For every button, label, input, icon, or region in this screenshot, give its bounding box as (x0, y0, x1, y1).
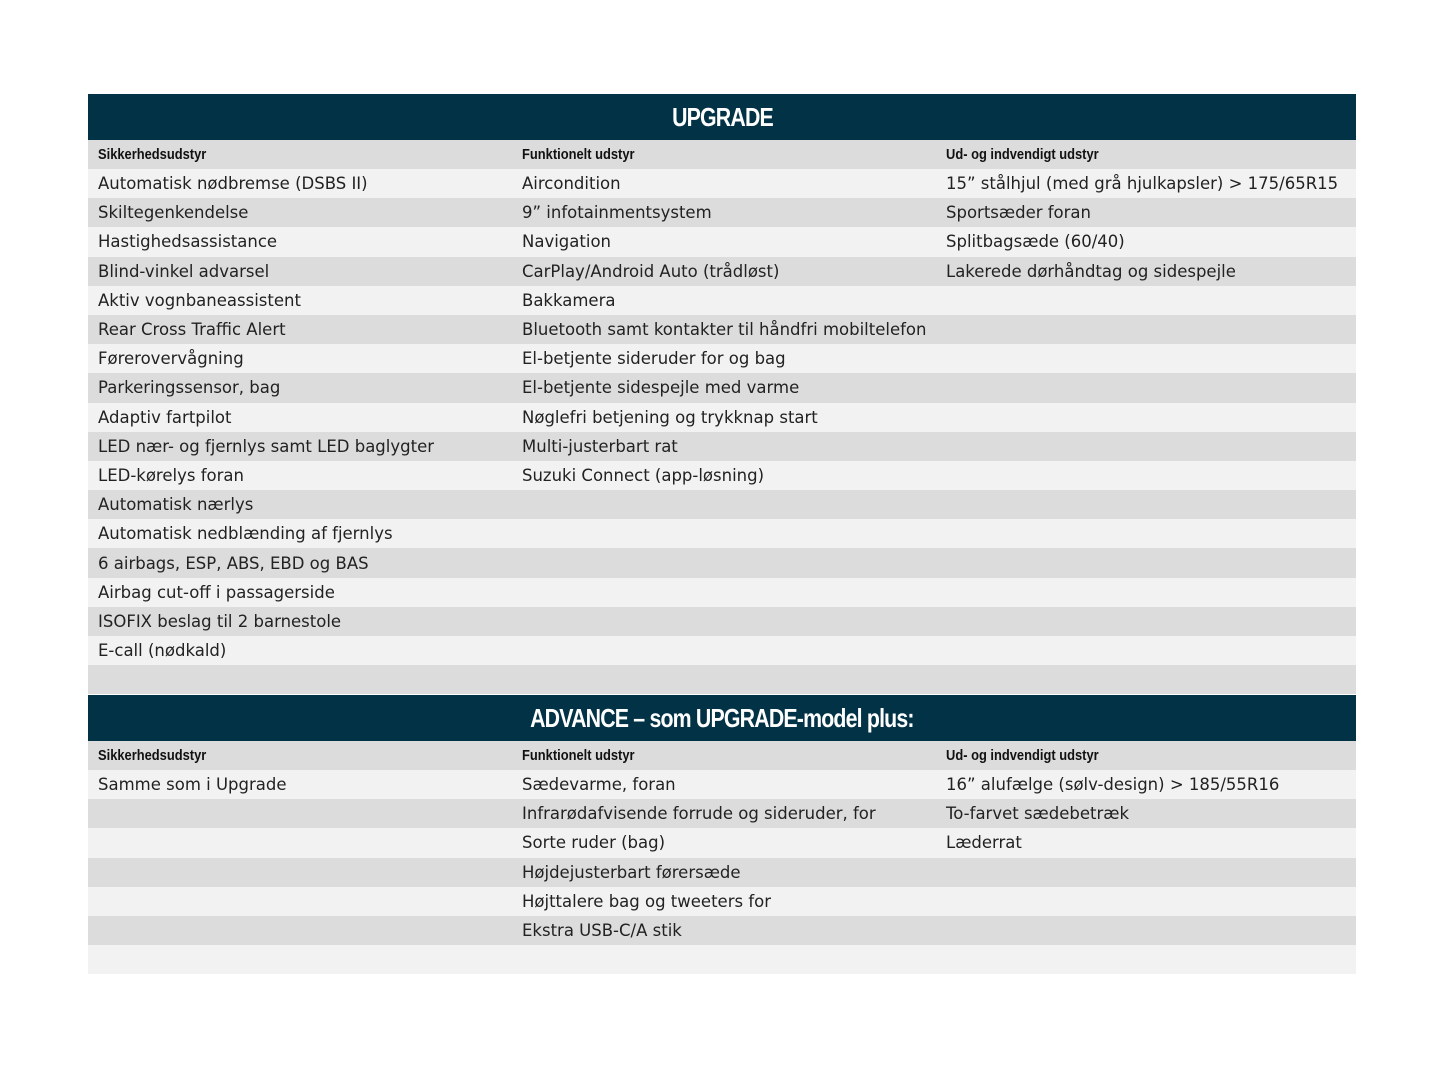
safety-cell (88, 945, 512, 974)
safety-cell: E-call (nødkald) (88, 636, 512, 665)
safety-cell: Samme som i Upgrade (88, 770, 512, 799)
functional-cell (512, 607, 936, 636)
exterior-interior-cell: Splitbagsæde (60/40) (936, 227, 1356, 256)
exterior-interior-cell (936, 887, 1356, 916)
table-row (88, 373, 1356, 402)
advance-title-text: ADVANCE – som UPGRADE-model plus: (530, 702, 914, 733)
functional-cell: CarPlay/Android Auto (trådløst) (512, 257, 936, 286)
exterior-interior-cell (936, 858, 1356, 887)
exterior-interior-cell: Læderrat (936, 828, 1356, 857)
safety-cell (88, 916, 512, 945)
table-row (88, 257, 1356, 286)
safety-cell: Parkeringssensor, bag (88, 373, 512, 402)
upgrade-title (88, 94, 1356, 140)
advance-title-row (88, 695, 1356, 741)
safety-cell: Skiltegenkendelse (88, 198, 512, 227)
safety-cell: Adaptiv fartpilot (88, 403, 512, 432)
column-header-exterior-interior (936, 741, 1356, 770)
table-row (88, 578, 1356, 607)
functional-cell (512, 548, 936, 577)
safety-cell: LED-kørelys foran (88, 461, 512, 490)
table-row (88, 887, 1356, 916)
column-header-safety (88, 741, 512, 770)
functional-cell (512, 665, 936, 694)
functional-cell (512, 636, 936, 665)
functional-cell: Navigation (512, 227, 936, 256)
functional-cell: Bakkamera (512, 286, 936, 315)
column-header-functional-text: Funktionelt udstyr (522, 747, 635, 764)
column-header-safety (88, 140, 512, 169)
table-row (88, 315, 1356, 344)
functional-cell: Aircondition (512, 169, 936, 198)
safety-cell: Automatisk nærlys (88, 490, 512, 519)
exterior-interior-cell (936, 548, 1356, 577)
safety-cell (88, 858, 512, 887)
table-row (88, 286, 1356, 315)
exterior-interior-cell: 16” alufælge (sølv-design) > 185/55R16 (936, 770, 1356, 799)
exterior-interior-cell (936, 432, 1356, 461)
exterior-interior-cell (936, 315, 1356, 344)
functional-cell (512, 945, 936, 974)
safety-cell: ISOFIX beslag til 2 barnestole (88, 607, 512, 636)
functional-cell: Suzuki Connect (app-løsning) (512, 461, 936, 490)
safety-cell (88, 828, 512, 857)
table-row (88, 945, 1356, 974)
table-row (88, 799, 1356, 828)
advance-title (88, 695, 1356, 741)
table-row (88, 461, 1356, 490)
column-header-safety-text: Sikkerhedsudstyr (98, 146, 207, 163)
column-header-functional (512, 140, 936, 169)
exterior-interior-cell (936, 916, 1356, 945)
column-header-exterior-interior-text: Ud- og indvendigt udstyr (946, 747, 1099, 764)
table-row (88, 403, 1356, 432)
safety-cell: Førerovervågning (88, 344, 512, 373)
functional-cell: Højdejusterbart førersæde (512, 858, 936, 887)
table-row (88, 490, 1356, 519)
upgrade-title-text: UPGRADE (671, 101, 773, 132)
advance-column-headers (88, 741, 1356, 770)
safety-cell: Automatisk nødbremse (DSBS II) (88, 169, 512, 198)
table-row (88, 636, 1356, 665)
table-row (88, 344, 1356, 373)
column-header-exterior-interior-text: Ud- og indvendigt udstyr (946, 146, 1099, 163)
upgrade-table-body (88, 169, 1356, 694)
exterior-interior-cell (936, 373, 1356, 402)
functional-cell: El-betjente sidespejle med varme (512, 373, 936, 402)
table-row (88, 169, 1356, 198)
exterior-interior-cell (936, 344, 1356, 373)
table-row (88, 519, 1356, 548)
table-row (88, 858, 1356, 887)
column-header-safety-text: Sikkerhedsudstyr (98, 747, 207, 764)
safety-cell: Aktiv vognbaneassistent (88, 286, 512, 315)
safety-cell: Rear Cross Traffic Alert (88, 315, 512, 344)
functional-cell: Sorte ruder (bag) (512, 828, 936, 857)
safety-cell: Blind-vinkel advarsel (88, 257, 512, 286)
exterior-interior-cell (936, 607, 1356, 636)
exterior-interior-cell (936, 490, 1356, 519)
functional-cell (512, 578, 936, 607)
exterior-interior-cell (936, 578, 1356, 607)
upgrade-column-headers (88, 140, 1356, 169)
table-row (88, 548, 1356, 577)
upgrade-spec-table (88, 94, 1356, 694)
table-row (88, 916, 1356, 945)
functional-cell: Bluetooth samt kontakter til håndfri mobiltelefon (512, 315, 936, 344)
table-row (88, 227, 1356, 256)
safety-cell: Hastighedsassistance (88, 227, 512, 256)
safety-cell (88, 887, 512, 916)
functional-cell: Ekstra USB-C/A stik (512, 916, 936, 945)
functional-cell: Sædevarme, foran (512, 770, 936, 799)
advance-table-body (88, 770, 1356, 974)
functional-cell: Nøglefri betjening og trykknap start (512, 403, 936, 432)
safety-cell: 6 airbags, ESP, ABS, EBD og BAS (88, 548, 512, 577)
exterior-interior-cell: To-farvet sædebetræk (936, 799, 1356, 828)
exterior-interior-cell (936, 403, 1356, 432)
functional-cell: El-betjente sideruder for og bag (512, 344, 936, 373)
functional-cell: 9” infotainmentsystem (512, 198, 936, 227)
column-header-exterior-interior (936, 140, 1356, 169)
exterior-interior-cell: 15” stålhjul (med grå hjulkapsler) > 175/65R15 (936, 169, 1356, 198)
column-header-functional (512, 741, 936, 770)
safety-cell (88, 665, 512, 694)
advance-spec-table (88, 695, 1356, 974)
functional-cell (512, 519, 936, 548)
safety-cell: Airbag cut-off i passagerside (88, 578, 512, 607)
functional-cell: Infrarødafvisende forrude og sideruder, for (512, 799, 936, 828)
exterior-interior-cell: Sportsæder foran (936, 198, 1356, 227)
table-row (88, 828, 1356, 857)
table-row (88, 198, 1356, 227)
functional-cell (512, 490, 936, 519)
table-row (88, 770, 1356, 799)
exterior-interior-cell (936, 461, 1356, 490)
upgrade-title-row (88, 94, 1356, 140)
safety-cell: LED nær- og fjernlys samt LED baglygter (88, 432, 512, 461)
exterior-interior-cell (936, 945, 1356, 974)
safety-cell: Automatisk nedblænding af fjernlys (88, 519, 512, 548)
column-header-functional-text: Funktionelt udstyr (522, 146, 635, 163)
exterior-interior-cell (936, 286, 1356, 315)
table-row (88, 432, 1356, 461)
exterior-interior-cell (936, 636, 1356, 665)
exterior-interior-cell (936, 665, 1356, 694)
functional-cell: Højttalere bag og tweeters for (512, 887, 936, 916)
exterior-interior-cell: Lakerede dørhåndtag og sidespejle (936, 257, 1356, 286)
safety-cell (88, 799, 512, 828)
exterior-interior-cell (936, 519, 1356, 548)
functional-cell: Multi-justerbart rat (512, 432, 936, 461)
table-row (88, 665, 1356, 694)
table-row (88, 607, 1356, 636)
